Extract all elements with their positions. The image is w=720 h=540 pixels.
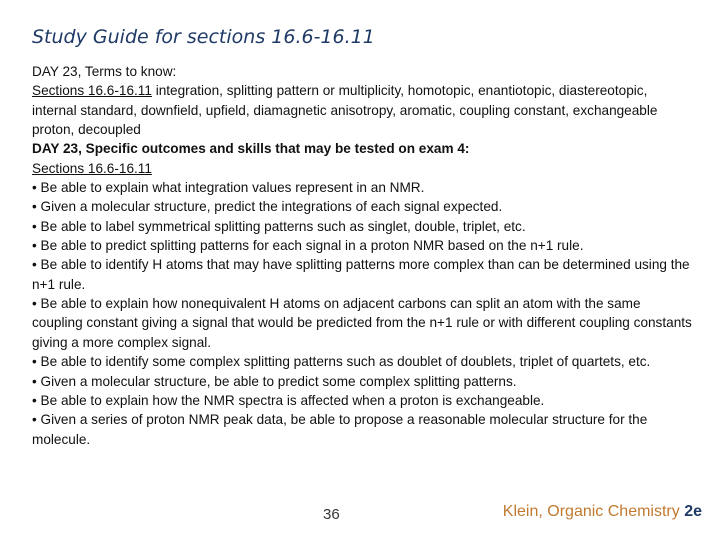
terms-sections-label: Sections 16.6-16.11 — [32, 83, 152, 99]
slide-title: Study Guide for sections 16.6-16.11 — [32, 26, 375, 48]
outcome-item: • Given a molecular structure, predict the integrations of each signal expected. — [32, 199, 503, 215]
outcome-item: • Be able to predict splitting patterns for each signal in a proton NMR based on the n+1 rule. — [32, 238, 584, 254]
outcome-item: • Given a series of proton NMR peak data, be able to propose a reasonable molecular structure for the molecule. — [32, 412, 648, 447]
outcome-item: • Be able to explain how the NMR spectra is affected when a proton is exchangeable. — [32, 392, 545, 408]
outcome-item: • Be able to identify H atoms that may have splitting patterns more complex than can be determined using the n+1 rule. — [32, 257, 690, 292]
outcomes-heading: DAY 23, Specific outcomes and skills that may be tested on exam 4: — [32, 141, 470, 157]
footer-edition: 2e — [679, 503, 702, 520]
footer-credit-text: Klein, Organic Chemistry — [502, 503, 680, 520]
terms-list — [32, 81, 692, 139]
outcome-item: • Given a molecular structure, be able to predict some complex splitting patterns. — [32, 373, 517, 389]
terms-text: integration, splitting pattern or multiplicity, homotopic, enantiotopic, diastereotopic, internal standard, downfield, upfield, diamagnetic anisotropy, aromatic, coupling constant, exchangeable proton, decoupled — [32, 83, 658, 138]
outcome-item: • Be able to explain how nonequivalent H atoms on adjacent carbons can split an atom with the same coupling constant giving a signal that would be predicted from the n+1 rule or with different coupling constants giving a more complex signal. — [32, 296, 692, 350]
outcomes-sections-label: Sections 16.6-16.11 — [32, 160, 152, 176]
outcome-item: • Be able to explain what integration values represent in an NMR. — [32, 180, 425, 196]
terms-heading: DAY 23, Terms to know — [32, 64, 173, 79]
study-guide-content — [32, 62, 692, 449]
footer-credit — [503, 503, 702, 521]
outcomes-list — [32, 178, 692, 449]
terms-colon: : — [172, 64, 177, 79]
outcome-item: • Be able to label symmetrical splitting patterns such as singlet, double, triplet, etc. — [32, 218, 526, 234]
page-number: 36 — [323, 506, 340, 523]
terms-paragraph — [32, 62, 692, 81]
outcome-item: • Be able to identify some complex splitting patterns such as doublet of doublets, triplet of quartets, etc. — [32, 354, 651, 370]
